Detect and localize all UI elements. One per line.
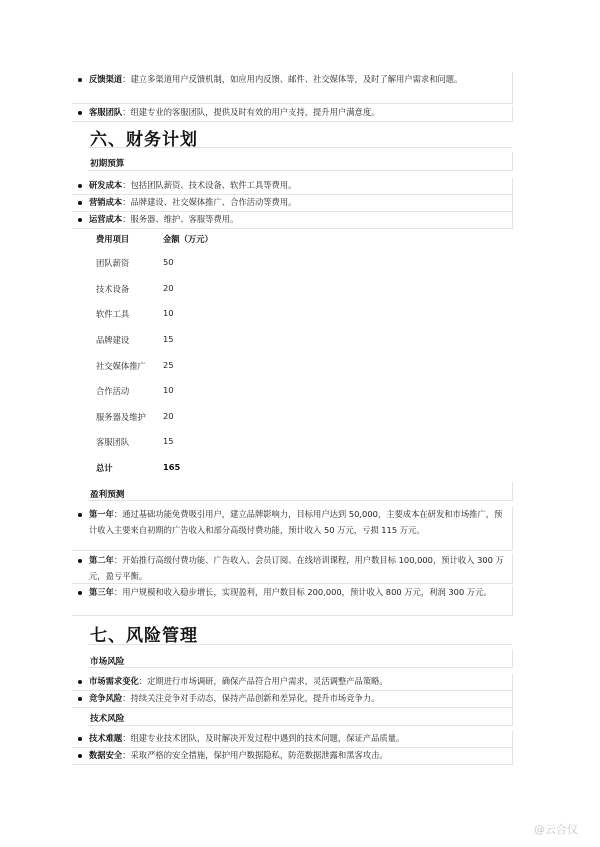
item-label: 竞争风险 <box>89 693 123 703</box>
table-total-value: 165 <box>163 462 181 472</box>
list-item <box>72 553 513 584</box>
list-item <box>72 691 513 708</box>
bullet-icon <box>78 680 82 684</box>
item-text: ：组建专业技术团队，及时解决开发过程中遇到的技术问题，保证产品质量。 <box>122 733 405 743</box>
list-item <box>72 195 513 212</box>
table-cell: 20 <box>163 411 174 421</box>
table-cell: 软件工具 <box>96 309 130 319</box>
bullet-icon <box>78 201 82 205</box>
list-item <box>72 674 513 691</box>
subheading-box <box>88 482 513 501</box>
item-text: ：持续关注竞争对手动态，保持产品创新和差异化，提升市场竞争力。 <box>122 693 380 703</box>
item-label: 第三年 <box>89 587 114 597</box>
subheading-box <box>88 649 513 668</box>
item-label: 第二年 <box>89 555 114 565</box>
item-text: ：定期进行市场调研，确保产品符合用户需求，灵活调整产品策略。 <box>138 676 388 686</box>
table-cell: 10 <box>163 385 174 395</box>
table-cell: 服务器及维护 <box>96 412 146 422</box>
bullet-icon <box>78 754 82 758</box>
table-header: 金额（万元） <box>163 234 213 244</box>
item-label: 市场需求变化 <box>89 676 139 686</box>
section-heading: 七、风险管理 <box>90 626 198 646</box>
bullet-icon <box>78 737 82 741</box>
list-item <box>72 585 513 616</box>
subheading-tech-risk: 技术风险 <box>90 714 125 724</box>
table-cell: 15 <box>163 334 174 344</box>
item-label: 反馈渠道 <box>89 74 123 84</box>
item-label: 运营成本 <box>89 214 123 224</box>
subheading-box <box>88 707 513 726</box>
bullet-icon <box>78 218 82 222</box>
list-item <box>72 731 513 748</box>
divider <box>88 147 512 148</box>
table-cell: 技术设备 <box>96 284 130 294</box>
item-label: 数据安全 <box>89 750 123 760</box>
list-item <box>72 178 513 195</box>
bullet-icon <box>78 559 82 563</box>
table-total-label: 总计 <box>96 463 113 473</box>
section-heading: 六、财务计划 <box>90 130 198 150</box>
bullet-icon <box>78 111 82 115</box>
subheading-budget: 初期预算 <box>90 159 125 169</box>
subheading-market-risk: 市场风险 <box>90 657 125 667</box>
item-text: ：组建专业的客服团队，提供及时有效的用户支持，提升用户满意度。 <box>122 107 380 117</box>
bullet-icon <box>78 184 82 188</box>
item-text: ：通过基础功能免费吸引用户，建立品牌影响力，目标用户达到 50,000，主要成本在研发和市场推广，预计收入主要来自初期的广告收入和部分高级付费功能，预计收入 50 万元，亏损 115 万元。 <box>89 509 503 535</box>
bullet-icon <box>78 78 82 82</box>
table-cell: 合作活动 <box>96 386 130 396</box>
table-cell: 10 <box>163 308 174 318</box>
item-text: ：采取严格的安全措施，保护用户数据隐私，防范数据泄露和黑客攻击。 <box>122 750 388 760</box>
item-label: 第一年 <box>89 509 114 519</box>
table-cell: 客服团队 <box>96 437 130 447</box>
list-item <box>72 72 513 104</box>
item-text: ：建立多渠道用户反馈机制，如应用内反馈、邮件、社交媒体等，及时了解用户需求和问题。 <box>122 74 463 84</box>
list-item <box>72 212 513 229</box>
table-header: 费用项目 <box>96 234 130 244</box>
list-item <box>72 507 513 551</box>
subheading-box <box>88 152 513 171</box>
table-cell: 社交媒体推广 <box>96 361 146 371</box>
item-text: ：用户规模和收入稳步增长，实现盈利，用户数目标 200,000，预计收入 800 万元，利润 300 万元。 <box>113 587 492 597</box>
item-text: ：包括团队薪资、技术设备、软件工具等费用。 <box>122 180 297 190</box>
table-cell: 15 <box>163 436 174 446</box>
item-label: 营销成本 <box>89 197 123 207</box>
table-cell: 团队薪资 <box>96 258 130 268</box>
table-cell: 品牌建设 <box>96 335 130 345</box>
item-label: 研发成本 <box>89 180 123 190</box>
list-item <box>72 748 513 765</box>
item-text: ：品牌建设、社交媒体推广、合作活动等费用。 <box>122 197 297 207</box>
divider <box>88 644 512 645</box>
subheading-profit: 盈利预测 <box>90 490 125 500</box>
item-text: ：服务器、维护、客服等费用。 <box>122 214 239 224</box>
bullet-icon <box>78 697 82 701</box>
table-cell: 25 <box>163 360 174 370</box>
bullet-icon <box>78 591 82 595</box>
table-cell: 50 <box>163 257 174 267</box>
list-item <box>72 105 513 122</box>
watermark-logo: @云合仪 <box>534 823 578 836</box>
item-label: 技术难题 <box>89 733 123 743</box>
table-cell: 20 <box>163 283 174 293</box>
item-text: ：开始推行高级付费功能、广告收入、会员订阅、在线培训课程，用户数目标 100,000，预计收入 300 万元，盈亏平衡。 <box>89 555 504 581</box>
item-label: 客服团队 <box>89 107 123 117</box>
bullet-icon <box>78 513 82 517</box>
